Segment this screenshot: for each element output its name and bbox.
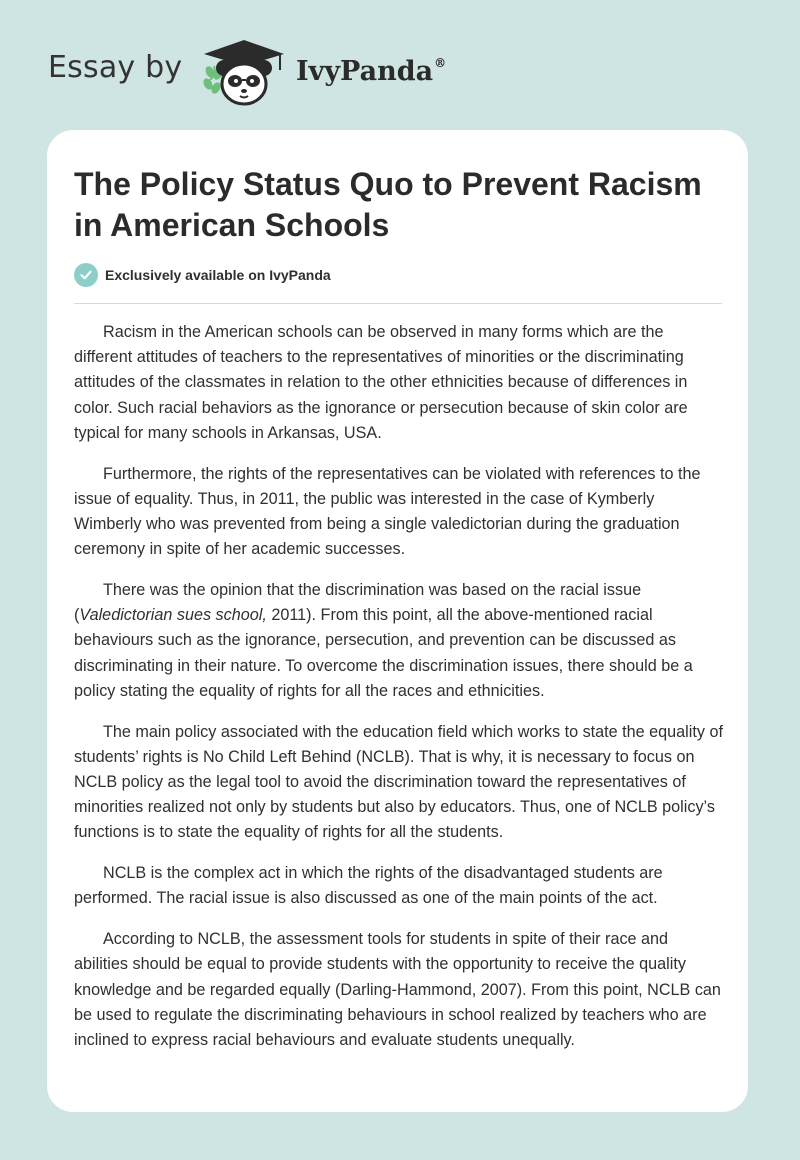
registered-mark: ® <box>434 56 447 70</box>
exclusive-badge <box>74 262 331 288</box>
essay-title: The Policy Status Quo to Prevent Racism in American Schools <box>74 166 702 243</box>
essay-by-label: Essay by <box>48 50 183 85</box>
panda-graduate-logo-icon[interactable] <box>200 36 288 108</box>
divider <box>74 303 722 304</box>
paragraph-5: NCLB is the complex act in which the rights of the disadvantaged students are performed. The racial issue is also discussed as one of the main points of the act. <box>74 864 663 908</box>
paragraph-4: The main policy associated with the education field which works to state the equality of students’ rights is No Child Left Behind (NCLB). That is why, it is necessary to focus on NCLB policy as the legal tool to avoid the discrimination toward the representatives of minorities realized not only by students but also by educators. Thus, one of NCLB policy’s functions is to state the equality of rights for all the students. <box>74 722 723 842</box>
citation-title: Valedictorian sues school, <box>79 606 267 625</box>
essay-card <box>47 130 748 1112</box>
paragraph-3: There was the opinion that the discrimination was based on the racial issue (Valedictorian sues school, 2011). From this point, all the above-mentioned racial behaviours such as the ignorance, persecution, and prevention can be discussed as discriminating in their nature. To overcome the discrimination issues, there should be a policy stating the equality of rights for all the races and ethnicities. <box>74 581 693 700</box>
site-header <box>48 36 508 106</box>
essay-body <box>74 320 726 1069</box>
brand-name[interactable]: IvyPanda® <box>296 56 447 87</box>
exclusive-badge-label: Exclusively available on IvyPanda <box>105 267 331 283</box>
paragraph-6: According to NCLB, the assessment tools for students in spite of their race and abilities should be equal to provide students with the opportunity to receive the quality knowledge and be regarded equally (Darling-Hammond, 2007). From this point, NCLB can be used to regulate the discriminating behaviours in school realized by teachers who are inclined to express racial behaviours and evaluate students unequally. <box>74 930 721 1050</box>
paragraph-2: Furthermore, the rights of the representatives can be violated with references to the issue of equality. Thus, in 2011, the public was interested in the case of Kymberly Wimberly who was prevented from being a single valedictorian during the graduation ceremony in spite of her academic successes. <box>74 464 701 559</box>
paragraph-1: Racism in the American schools can be observed in many forms which are the different attitudes of teachers to the representatives of minorities or the discriminating attitudes of the classmates in relation to the other ethnicities because of differences in color. Such racial behaviors as the ignorance or persecution because of skin color are typical for many schools in Arkansas, USA. <box>74 323 688 442</box>
check-circle-icon <box>74 263 98 287</box>
